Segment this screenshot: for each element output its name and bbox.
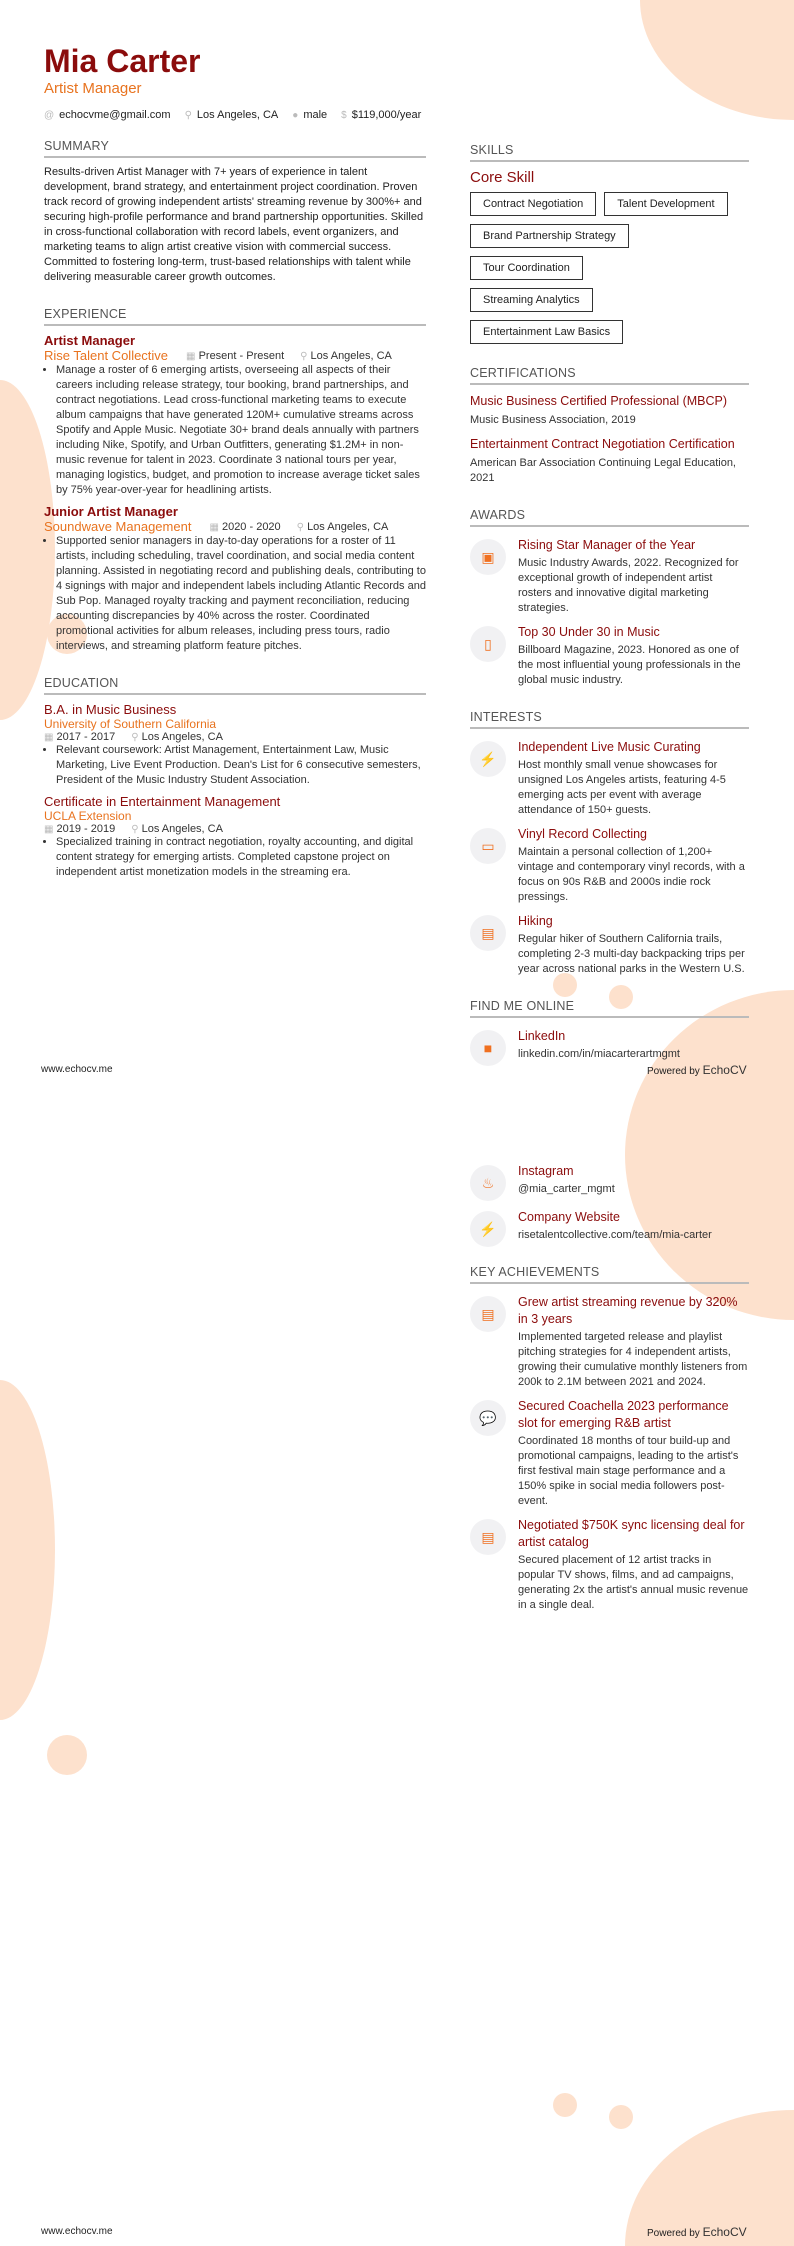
phone-icon: ▯ — [470, 626, 506, 662]
location-icon: ⚲ — [296, 521, 304, 533]
interest-title: Independent Live Music Curating — [518, 740, 701, 754]
person-icon: ● — [292, 109, 299, 121]
achievement-title: Grew artist streaming revenue by 320% in 3 years — [518, 1295, 738, 1326]
calendar-icon: ▦ — [186, 350, 196, 362]
education-bullet: • Specialized training in contract negotiation, royalty accounting, and digital content strategy for emerging artists. Completed capstone project on independent artist monetization models in the streaming era. — [56, 835, 426, 880]
certification-title: Entertainment Contract Negotiation Certification — [470, 437, 735, 451]
section-heading-achievements: KEY ACHIEVEMENTS — [470, 1265, 749, 1284]
job-title: Artist Manager — [44, 80, 142, 97]
online-title: Instagram — [518, 1164, 574, 1178]
location-icon: ⚲ — [131, 824, 139, 835]
powered-label: Powered by — [647, 1066, 700, 1077]
cake-icon: ♨ — [470, 1165, 506, 1201]
experience-dates: Present - Present — [198, 349, 285, 362]
skill-chip: Brand Partnership Strategy — [470, 224, 629, 248]
certification-issuer: Music Business Association, 2019 — [470, 414, 636, 426]
bolt-icon: ⚡ — [470, 741, 506, 777]
achievement-item — [470, 1517, 749, 1613]
interest-title: Vinyl Record Collecting — [518, 827, 647, 841]
chip-icon: ▣ — [470, 539, 506, 575]
achievement-desc: Implemented targeted release and playlist pitching strategies for 4 independent artists, growing their cumulative monthly listeners from 200k to 2.1M between 2021 and 2024. — [518, 1331, 748, 1388]
education-location: Los Angeles, CA — [141, 823, 223, 835]
footer-site[interactable]: www.echocv.me — [41, 1064, 113, 1075]
section-heading-skills: SKILLS — [470, 143, 749, 162]
interest-item — [470, 913, 749, 977]
experience-item — [44, 333, 426, 498]
email[interactable]: echocvme@gmail.com — [59, 109, 171, 121]
skill-chip: Contract Negotiation — [470, 192, 596, 216]
section-heading-summary: SUMMARY — [44, 139, 426, 158]
online-title: Company Website — [518, 1210, 620, 1224]
contact-bar — [44, 109, 426, 121]
location: Los Angeles, CA — [196, 109, 279, 121]
award-item — [470, 537, 749, 616]
education-item — [44, 794, 426, 880]
interest-item — [470, 739, 749, 818]
education-degree: Certificate in Entertainment Management — [44, 794, 281, 809]
certification-issuer: American Bar Association Continuing Legal Education, 2021 — [470, 457, 736, 484]
online-link[interactable]: @mia_carter_mgmt — [518, 1183, 615, 1195]
file-icon: ▤ — [470, 1296, 506, 1332]
achievement-title: Secured Coachella 2023 performance slot for emerging R&B artist — [518, 1399, 729, 1430]
section-heading-online: FIND ME ONLINE — [470, 999, 749, 1018]
summary-text: Results-driven Artist Manager with 7+ years of experience in talent development, brand strategy, and entertainment project coordination. Proven track record of growing independent artists' streaming revenue by 300%+ and securing high-profile performance and brand partnership opportunities. Skilled in cross-functional collaboration with record labels, event organizers, and marketing teams to align artist creative vision with commercial success. Committed to fostering long-term, trust-based relationships with talent while delivering measurable career growth outcomes. — [44, 166, 424, 283]
powered-label: Powered by — [647, 2228, 700, 2239]
section-heading-education: EDUCATION — [44, 676, 426, 695]
achievement-item — [470, 1398, 749, 1509]
achievement-item — [470, 1294, 749, 1390]
decor-blob — [640, 0, 794, 120]
decor-blob — [0, 1380, 55, 1720]
award-item — [470, 624, 749, 688]
right-column — [470, 125, 749, 1074]
award-title: Top 30 Under 30 in Music — [518, 625, 660, 639]
achievement-title: Negotiated $750K sync licensing deal for artist catalog — [518, 1518, 745, 1549]
education-school: UCLA Extension — [44, 809, 132, 823]
salary: $119,000/year — [351, 109, 422, 121]
chat-icon: 💬 — [470, 1400, 506, 1436]
education-dates: 2017 - 2017 — [56, 731, 116, 743]
education-degree: B.A. in Music Business — [44, 702, 177, 717]
experience-bullet: • Supported senior managers in day-to-day operations for a roster of 11 artists, including scheduling, travel coordination, and social media content planning. Assisted in negotiating record and publishing deals, contributing to 4 signings with major and independent labels including Atlantic Records and Sub Pop. Managed royalty tracking and payment reconciliation, reducing accounting discrepancies by 40% across the roster. Coordinated promotional activities for album releases, including press tours, radio interviews, and streaming platform feature pitches. — [56, 534, 426, 654]
experience-item — [44, 504, 426, 654]
battery-icon: ▭ — [470, 828, 506, 864]
gender: male — [303, 109, 328, 121]
location-icon: ⚲ — [300, 350, 308, 362]
online-item[interactable] — [470, 1028, 749, 1066]
online-item[interactable] — [470, 1209, 749, 1247]
bolt-icon: ⚡ — [470, 1211, 506, 1247]
money-icon: $ — [341, 109, 347, 121]
footer-powered — [647, 1063, 747, 1077]
skill-chip: Entertainment Law Basics — [470, 320, 623, 344]
skill-chip: Talent Development — [604, 192, 727, 216]
interest-desc: Maintain a personal collection of 1,200+ vintage and contemporary vinyl records, with a focus on 90s R&B and 2000s indie rock pressings. — [518, 846, 745, 903]
interest-desc: Regular hiker of Southern California trails, completing 2-3 multi-day backpacking trips per year across national parks in the Western U.S. — [518, 933, 745, 975]
footer-site[interactable]: www.echocv.me — [41, 2226, 113, 2237]
clipboard-icon: ■ — [470, 1030, 506, 1066]
award-desc: Billboard Magazine, 2023. Honored as one of the most influential young professionals in the global music industry. — [518, 644, 741, 686]
calendar-icon: ▦ — [44, 824, 54, 835]
award-title: Rising Star Manager of the Year — [518, 538, 696, 552]
decor-blob — [553, 2093, 577, 2117]
experience-location: Los Angeles, CA — [310, 349, 392, 362]
file-check-icon: ▤ — [470, 915, 506, 951]
skill-group-title: Core Skill — [470, 169, 535, 186]
interest-item — [470, 826, 749, 905]
file-icon: ▤ — [470, 1519, 506, 1555]
location-icon: ⚲ — [184, 109, 192, 121]
left-column — [44, 43, 426, 880]
decor-blob — [609, 2105, 633, 2129]
section-heading-interests: INTERESTS — [470, 710, 749, 729]
award-desc: Music Industry Awards, 2022. Recognized for exceptional growth of independent artist rosters and innovative digital marketing strategies. — [518, 557, 739, 614]
online-item[interactable] — [470, 1163, 749, 1201]
calendar-icon: ▦ — [44, 732, 54, 743]
achievement-desc: Coordinated 18 months of tour build-up and promotional campaigns, leading to the artist's first festival main stage performance and a 150% spike in social media followers post-event. — [518, 1435, 739, 1507]
experience-company: Soundwave Management — [44, 519, 192, 534]
achievement-desc: Secured placement of 12 artist tracks in popular TV shows, films, and ad campaigns, generating 2x the artist's annual music revenue in a single deal. — [518, 1554, 749, 1611]
skill-chip: Streaming Analytics — [470, 288, 593, 312]
footer-powered — [647, 2225, 747, 2239]
location-icon: ⚲ — [131, 732, 139, 743]
decor-blob — [47, 1735, 87, 1775]
experience-company: Rise Talent Collective — [44, 348, 169, 363]
online-link[interactable]: linkedin.com/in/miacarterartmgmt — [518, 1048, 680, 1060]
brand-logo[interactable]: EchoCV — [702, 2225, 747, 2239]
experience-dates: 2020 - 2020 — [221, 520, 281, 533]
skill-list — [470, 192, 749, 344]
online-link[interactable]: risetalentcollective.com/team/mia-carter — [518, 1229, 712, 1241]
candidate-name: Mia Carter — [44, 43, 201, 79]
certification-title: Music Business Certified Professional (MBCP) — [470, 394, 728, 408]
experience-location: Los Angeles, CA — [307, 520, 389, 533]
skill-chip: Tour Coordination — [470, 256, 583, 280]
education-bullet: • Relevant coursework: Artist Management, Entertainment Law, Music Marketing, Live Event Production. Dean's List for 6 consecutive semesters, President of the Music Industry Student Association. — [56, 743, 426, 788]
education-dates: 2019 - 2019 — [56, 823, 116, 835]
right-column-page2 — [470, 1163, 749, 1621]
section-heading-certifications: CERTIFICATIONS — [470, 366, 749, 385]
brand-logo[interactable]: EchoCV — [702, 1063, 747, 1077]
experience-bullet: • Manage a roster of 6 emerging artists, overseeing all aspects of their careers including release strategy, tour booking, brand partnerships, and contract negotiations. Lead cross-functional marketing teams to execute album campaigns that have generated 120M+ cumulative streams across Spotify and Apple Music. Negotiate 30+ brand deals annually with partners including Nike, Spotify, and Urban Outfitters, generating $1.2M+ in non-music revenue for talent in 2023. Coordinate 3 national tours per year, managing logistics, budget, and promotion to increase average ticket sales by 75% year-over-year for headlining artists. — [56, 363, 426, 498]
interest-desc: Host monthly small venue showcases for unsigned Los Angeles artists, featuring 4-5 emerging acts per event with average attendance of 150+ guests. — [518, 759, 726, 816]
experience-title: Junior Artist Manager — [44, 504, 178, 519]
online-title: LinkedIn — [518, 1029, 566, 1043]
calendar-icon: ▦ — [209, 521, 219, 533]
at-icon: @ — [44, 109, 55, 121]
interest-title: Hiking — [518, 914, 553, 928]
education-school: University of Southern California — [44, 717, 217, 731]
education-item — [44, 702, 426, 788]
section-heading-experience: EXPERIENCE — [44, 307, 426, 326]
section-heading-awards: AWARDS — [470, 508, 749, 527]
experience-title: Artist Manager — [44, 333, 136, 348]
education-location: Los Angeles, CA — [141, 731, 223, 743]
